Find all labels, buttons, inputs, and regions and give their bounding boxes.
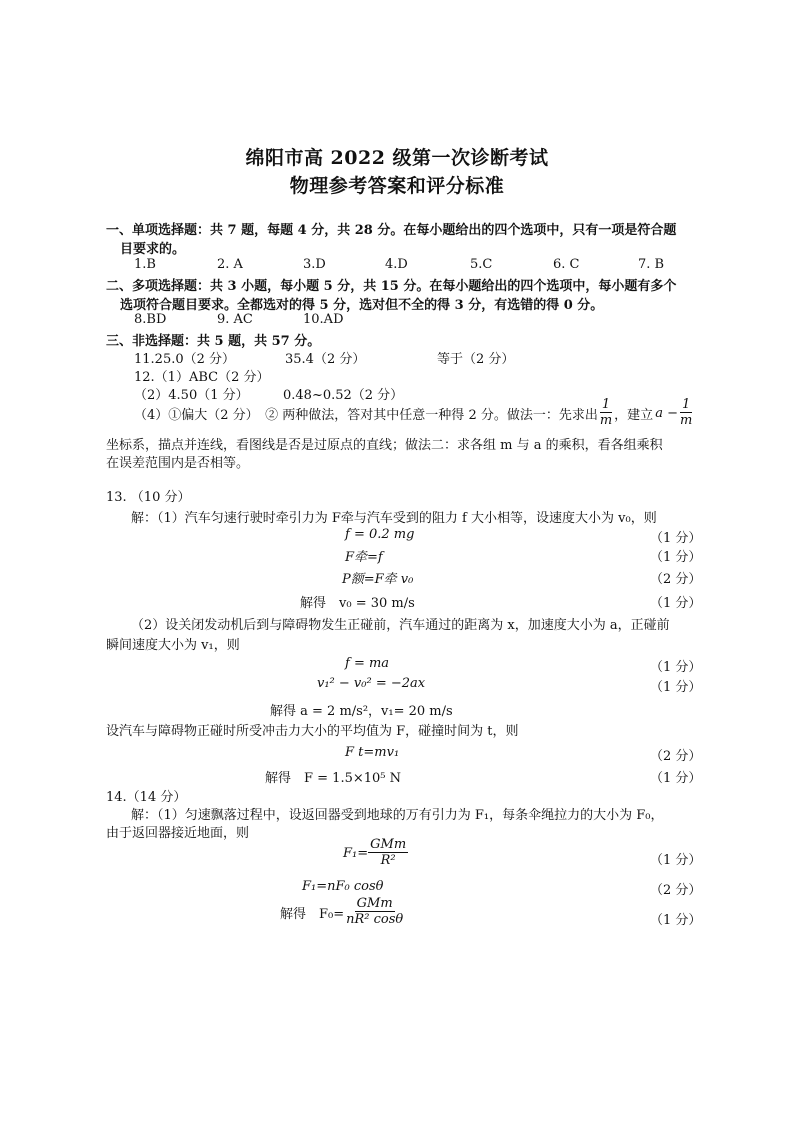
fraction-numerator: 1 — [601, 397, 611, 412]
q13-eq4: 解得 v₀ = 30 m/s — [300, 596, 415, 611]
section1-heading-line1: 一、单项选择题：共 7 题，每题 4 分，共 28 分。在每小题给出的四个选项中，只有一项是符合题 — [106, 223, 677, 238]
fraction-1-over-m — [598, 398, 614, 428]
fraction-denominator: nR² cosθ — [346, 912, 404, 927]
fraction-denominator: m — [679, 413, 693, 428]
answer-10: 10.AD — [303, 312, 344, 327]
fraction-denominator: m — [599, 413, 613, 428]
answer-2: 2. A — [217, 257, 243, 272]
q13-eq8-score: （2 分） — [650, 749, 702, 764]
section1-heading-line2: 目要求的。 — [120, 242, 186, 257]
q13-header: 13. （10 分） — [106, 490, 191, 505]
q14-eq3 — [280, 897, 405, 927]
q12-part2-b: 0.48~0.52（2 分） — [283, 388, 404, 403]
q14-p1: 解：（1）匀速飘落过程中，设返回器受到地球的万有引力为 F₁，每条伞绳拉力的大小为 F₀， — [131, 808, 664, 823]
q14-eq3-prefix: 解得 F₀= — [280, 906, 345, 922]
q14-eq1 — [343, 838, 408, 868]
q13-eq6: v₁² − v₀² = −2ax — [317, 676, 426, 691]
q13-eq5: f = ma — [345, 656, 390, 671]
q13-eq2-score: （1 分） — [650, 550, 702, 565]
q13-eq6-score: （1 分） — [650, 680, 702, 695]
q13-p2b: 瞬间速度大小为 v₁，则 — [106, 638, 240, 653]
q14-eq3-fraction — [344, 897, 405, 927]
section2-heading-line2: 选项符合题目要求。全都选对的得 5 分，选对但不全的得 3 分，有选错的得 0 分。 — [120, 298, 604, 313]
q14-eq1-score: （1 分） — [650, 853, 702, 868]
fraction-denominator: R² — [380, 853, 396, 868]
q11-answer-3: 等于（2 分） — [437, 352, 515, 367]
q11-answer-2: 35.4（2 分） — [285, 352, 366, 367]
answer-8: 8.BD — [134, 312, 167, 327]
q14-eq1-lhs: F₁= — [343, 845, 369, 861]
q12-part4-text: （4）①偏大（2 分） ② 两种做法，答对其中任意一种得 2 分。做法一：先求出 — [134, 407, 598, 423]
answer-6: 6. C — [553, 257, 580, 272]
q11-answer-1: 11.25.0（2 分） — [134, 352, 236, 367]
answer-1: 1.B — [134, 257, 156, 272]
q14-eq3-score: （1 分） — [650, 913, 702, 928]
q13-eq3: P额=F牵 v₀ — [342, 572, 414, 587]
q12-part4-line1 — [134, 398, 694, 428]
q13-p1: 解：（1）汽车匀速行驶时牵引力为 F牵与汽车受到的阻力 f 大小相等，设速度大小为 v₀，则 — [131, 511, 657, 526]
q12-part4-line3: 在误差范围内是否相等。 — [106, 456, 250, 471]
fraction-numerator: GMm — [370, 837, 407, 852]
q14-eq2-score: （2 分） — [650, 883, 702, 898]
section2-heading-line1: 二、多项选择题：共 3 小题，每小题 5 分，共 15 分。在每小题给出的四个选项中，每小题有多个 — [106, 279, 677, 294]
q14-eq1-fraction — [368, 838, 408, 868]
q13-eq8: F t=mv₁ — [345, 745, 400, 760]
q13-p2a: （2）设关闭发动机后到与障碍物发生正碰前，汽车通过的距离为 x，加速度大小为 a，正碰前 — [131, 618, 670, 633]
answer-7: 7. B — [638, 257, 665, 272]
answer-9: 9. AC — [217, 312, 253, 327]
q12-part4-line2: 坐标系，描点并连线，看图线是否是过原点的直线；做法二：求各组 m 与 a 的乘积，看各组乘积 — [106, 438, 663, 453]
q12-part1: 12.（1）ABC（2 分） — [134, 370, 270, 385]
q14-eq2: F₁=nF₀ cosθ — [302, 879, 384, 894]
fraction-numerator: 1 — [681, 397, 691, 412]
q13-eq9: 解得 F = 1.5×10⁵ N — [265, 771, 402, 786]
page-subtitle: 物理参考答案和评分标准 — [289, 175, 505, 197]
q13-p3: 设汽车与障碍物正碰时所受冲击力大小的平均值为 F，碰撞时间为 t，则 — [106, 724, 519, 739]
q14-header: 14.（14 分） — [106, 790, 187, 805]
q14-p2: 由于返回器接近地面，则 — [106, 826, 250, 841]
section3-heading: 三、非选择题：共 5 题，共 57 分。 — [106, 334, 321, 349]
q12-part4-mid: ，建立 — [614, 407, 654, 423]
q13-eq2: F牵=f — [345, 550, 383, 565]
q13-eq5-score: （1 分） — [650, 660, 702, 675]
fraction-1-over-m-2 — [678, 398, 694, 428]
q12-part2-a: （2）4.50（1 分） — [134, 388, 249, 403]
page-title: 绵阳市高 2022 级第一次诊断考试 — [245, 147, 549, 169]
q13-eq7: 解得 a = 2 m/s²，v₁= 20 m/s — [270, 704, 453, 719]
a-minus: a − — [655, 405, 678, 421]
q13-eq9-score: （1 分） — [650, 771, 702, 786]
q13-eq3-score: （2 分） — [650, 572, 702, 587]
answer-3: 3.D — [303, 257, 326, 272]
answer-5: 5.C — [470, 257, 493, 272]
q13-eq1-score: （1 分） — [650, 531, 702, 546]
fraction-numerator: GMm — [356, 896, 393, 911]
q13-eq1: f = 0.2 mg — [345, 527, 415, 542]
answer-4: 4.D — [385, 257, 408, 272]
q13-eq4-score: （1 分） — [650, 596, 702, 611]
